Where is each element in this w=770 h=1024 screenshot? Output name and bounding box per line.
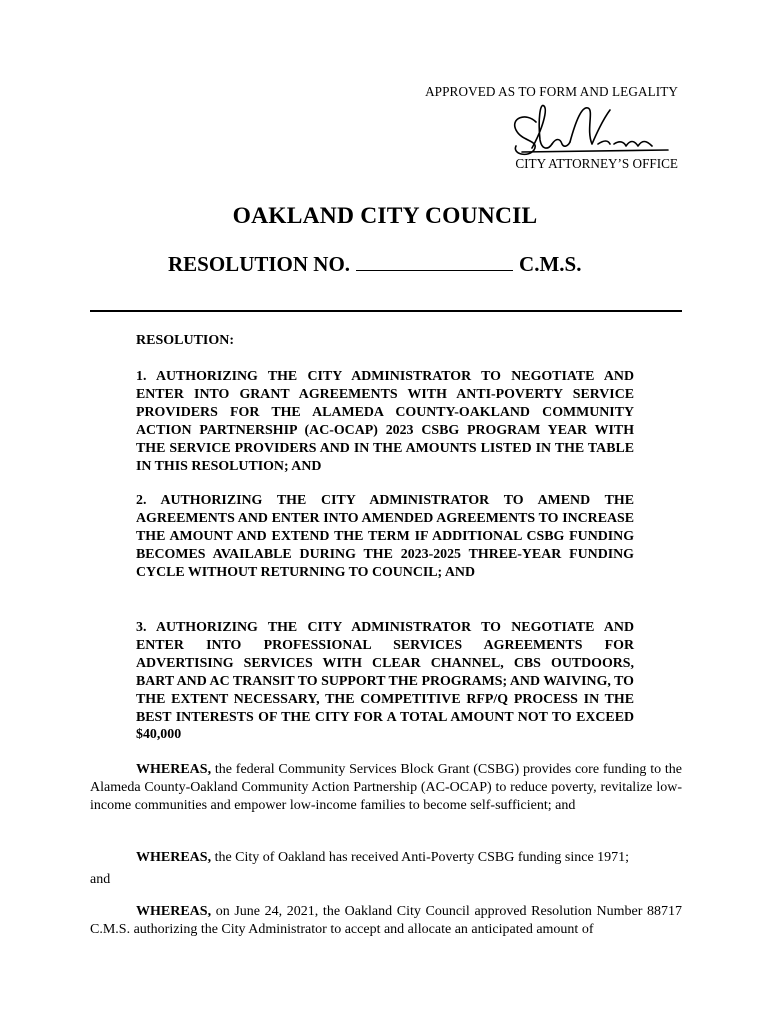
whereas-lead: WHEREAS, (136, 762, 212, 777)
resolution-item-1: 1. AUTHORIZING THE CITY ADMINISTRATOR TO NEGOTIATE AND ENTER INTO GRANT AGREEMENTS WITH ANTI-POVERTY SERVICE PROVIDERS FOR THE ALAMEDA COUNTY-OAKLAND COMMUNITY ACTION PARTNERSHIP (AC-OCAP) 2023 CSBG PROGRAM YEAR WITH THE SERVICE PROVIDERS AND IN THE AMOUNTS LISTED IN THE TABLE IN THIS RESOLUTION; AND (136, 369, 634, 474)
resolution-item-3: 3. AUTHORIZING THE CITY ADMINISTRATOR TO NEGOTIATE AND ENTER INTO PROFESSIONAL SERVICES AGREEMENTS FOR ADVERTISING SERVICES WITH CLEAR CHANNEL, CBS OUTDOORS, BART AND AC TRANSIT TO SUPPORT THE PROGRAMS; AND WAIVING, TO THE EXTENT NECESSARY, THE COMPETITIVE RFP/Q PROCESS IN THE BEST INTERESTS OF THE CITY FOR A TOTAL AMOUNT NOT TO EXCEED $40,000 (136, 620, 634, 743)
whereas-lead: WHEREAS, (136, 904, 212, 919)
whereas-text: on June 24, 2021, the Oakland City Council approved Resolution Number 88717 C.M.S. authorizing the City Administrator to accept and allocate an anticipated amount of (90, 904, 682, 937)
resolution-number-suffix: C.M.S. (519, 252, 582, 276)
whereas-text: the federal Community Services Block Grant (CSBG) provides core funding to the Alameda County-Oakland Community Action Partnership (AC-OCAP) to reduce poverty, revitalize low-income communities and empower low-income families to become self-sufficient; and (90, 762, 682, 813)
resolution-number-prefix: RESOLUTION NO. (168, 252, 351, 276)
resolution-number-line (168, 252, 581, 277)
whereas-paragraph-3 (90, 903, 682, 939)
whereas-text: the City of Oakland has received Anti-Poverty CSBG funding since 1971; (214, 850, 630, 865)
city-attorney-office-label: CITY ATTORNEY’S OFFICE (515, 156, 678, 171)
whereas-lead: WHEREAS, (136, 850, 212, 865)
resolution-label: RESOLUTION: (136, 333, 235, 348)
resolution-item-2: 2. AUTHORIZING THE CITY ADMINISTRATOR TO AMEND THE AGREEMENTS AND ENTER INTO AMENDED AGREEMENTS TO INCREASE THE AMOUNT AND EXTEND THE TERM IF ADDITIONAL CSBG FUNDING BECOMES AVAILABLE DURING THE 2023-2025 THREE-YEAR FUNDING CYCLE WITHOUT RETURNING TO COUNCIL; AND (136, 493, 634, 580)
whereas-paragraph-1 (90, 761, 682, 814)
resolution-number-blank (356, 254, 513, 271)
council-title: OAKLAND CITY COUNCIL (232, 203, 538, 229)
attorney-signature (482, 100, 682, 158)
title-divider (90, 310, 682, 312)
whereas-paragraph-2 (90, 849, 682, 889)
whereas-tail: and (90, 871, 111, 887)
approved-as-to-form-label: APPROVED AS TO FORM AND LEGALITY (425, 84, 678, 99)
